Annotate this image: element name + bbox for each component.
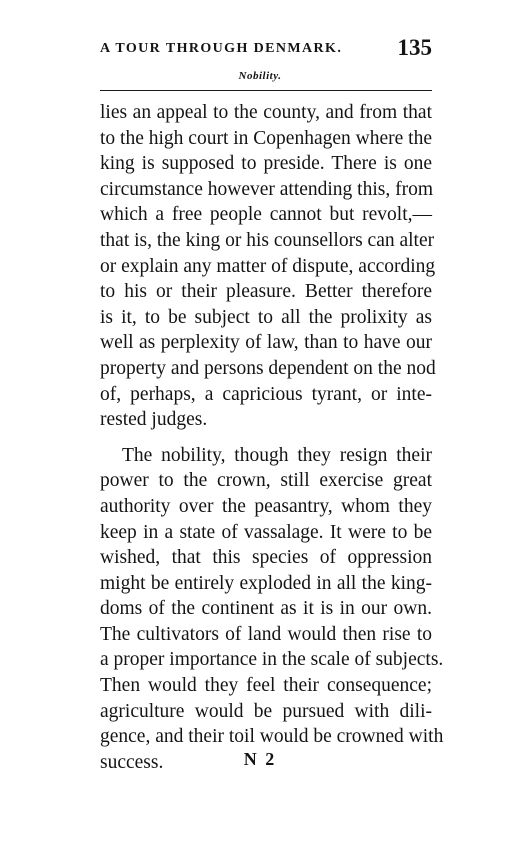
text-line: agriculture would be pursued with dili- (100, 700, 432, 722)
header-rule (100, 90, 432, 91)
text-line: doms of the continent as it is in our own. (100, 598, 432, 620)
text-line: to his or their pleasure. Better therefore (100, 281, 432, 303)
text-line: king is supposed to preside. There is one (100, 153, 432, 175)
text-line: success. (100, 751, 164, 773)
body-text (100, 100, 444, 775)
running-head-title: A TOUR THROUGH DENMARK. (100, 41, 343, 56)
text-line: or explain any matter of dispute, according (100, 255, 436, 277)
text-line: authority over the peasantry, whom they (100, 495, 432, 517)
paragraph (100, 100, 436, 433)
text-line: keep in a state of vassalage. It were to be (100, 521, 432, 543)
text-line: power to the crown, still exercise great (100, 470, 432, 492)
text-line: lies an appeal to the county, and from that (100, 102, 432, 123)
text-line: to the high court in Copenhagen where the (100, 127, 432, 149)
paragraph-gap (100, 433, 432, 443)
text-line: circumstance however attending this, from (100, 178, 434, 200)
section-heading: Nobility. (238, 70, 282, 82)
text-line: Then would they feel their consequence; (100, 675, 432, 697)
text-line: might be entirely exploded in all the king- (100, 572, 432, 594)
page-number: 135 (397, 35, 432, 60)
text-line: property and persons dependent on the nod (100, 357, 436, 379)
text-line: a proper importance in the scale of subjects. (100, 649, 444, 671)
text-line: The cultivators of land would then rise to (100, 623, 432, 645)
text-line: that is, the king or his counsellors can alter (100, 229, 435, 251)
text-line: rested judges. (100, 409, 208, 431)
running-head (100, 36, 432, 62)
text-line: wished, that this species of oppression (100, 547, 432, 569)
text-line: which a free people cannot but revolt,— (100, 204, 432, 226)
signature-mark: N 2 (243, 749, 277, 769)
text-line: of, perhaps, a capricious tyrant, or inte- (100, 383, 432, 405)
text-line: is it, to be subject to all the prolixity as (100, 306, 432, 328)
paragraph (100, 443, 444, 776)
text-line: The nobility, though they resign their (122, 444, 432, 466)
text-line: gence, and their toil would be crowned with (100, 726, 444, 748)
text-line: well as perplexity of law, than to have our (100, 332, 432, 354)
